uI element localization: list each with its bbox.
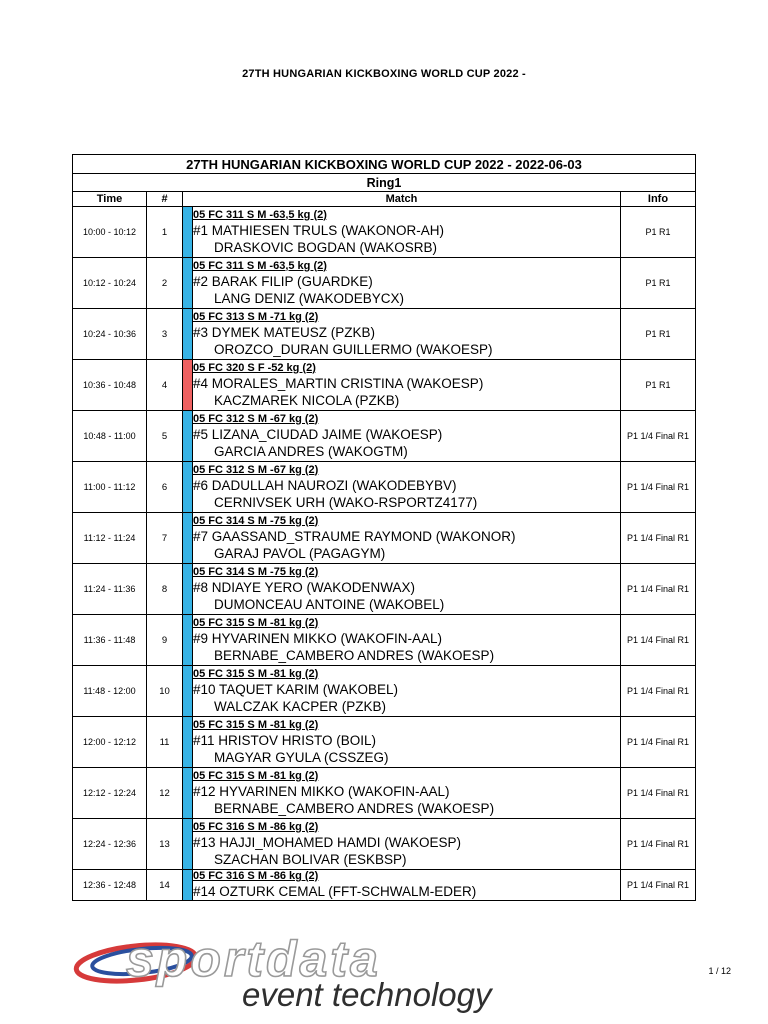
blue-corner-fighter: BERNABE_CAMBERO ANDRES (WAKOESP) [214,647,495,663]
corner-color-bar [183,411,193,462]
match-cell [193,411,621,462]
corner-color-bar [183,258,193,309]
red-corner-fighter: #11 HRISTOV HRISTO (BOIL) [193,732,377,748]
blue-corner-fighter: CERNIVSEK URH (WAKO-RSPORTZ4177) [214,494,478,510]
table-row [73,819,696,870]
match-info: P1 R1 [621,207,696,258]
match-time: 11:36 - 11:48 [73,615,147,666]
match-category: 05 FC 316 S M -86 kg (2) [193,820,319,833]
red-corner-fighter: #7 GAASSAND_STRAUME RAYMOND (WAKONOR) [193,528,516,544]
match-cell [193,462,621,513]
table-row [73,309,696,360]
match-number: 12 [147,768,183,819]
match-number: 2 [147,258,183,309]
match-cell [193,768,621,819]
red-corner-fighter: #1 MATHIESEN TRULS (WAKONOR-AH) [193,222,445,238]
table-row [73,870,696,901]
match-category: 05 FC 313 S M -71 kg (2) [193,310,319,323]
match-info: P1 1/4 Final R1 [621,615,696,666]
red-corner-fighter: #4 MORALES_MARTIN CRISTINA (WAKOESP) [193,375,484,391]
match-category: 05 FC 320 S F -52 kg (2) [193,361,316,374]
match-number: 9 [147,615,183,666]
header-time: Time [73,192,147,207]
sportdata-logo [64,926,594,1014]
match-time: 12:12 - 12:24 [73,768,147,819]
red-corner-fighter: #2 BARAK FILIP (GUARDKE) [193,273,373,289]
page-number: 1 / 12 [708,966,731,976]
match-time: 10:48 - 11:00 [73,411,147,462]
corner-color-bar [183,309,193,360]
table-row [73,360,696,411]
table-row [73,666,696,717]
match-number: 5 [147,411,183,462]
match-info: P1 1/4 Final R1 [621,768,696,819]
match-category: 05 FC 316 S M -86 kg (2) [193,870,319,882]
table-row [73,411,696,462]
match-time: 11:00 - 11:12 [73,462,147,513]
blue-corner-fighter: OROZCO_DURAN GUILLERMO (WAKOESP) [214,341,493,357]
match-time: 11:48 - 12:00 [73,666,147,717]
table-row [73,513,696,564]
match-cell [193,870,621,901]
match-category: 05 FC 314 S M -75 kg (2) [193,565,319,578]
table-row [73,564,696,615]
match-info: P1 R1 [621,360,696,411]
red-corner-fighter: #9 HYVARINEN MIKKO (WAKOFIN-AAL) [193,630,443,646]
match-info: P1 1/4 Final R1 [621,870,696,901]
red-corner-fighter: #6 DADULLAH NAUROZI (WAKODEBYBV) [193,477,457,493]
corner-color-bar [183,870,193,901]
corner-color-bar [183,615,193,666]
match-number: 11 [147,717,183,768]
red-corner-fighter: #3 DYMEK MATEUSZ (PZKB) [193,324,376,340]
blue-corner-fighter: KACZMAREK NICOLA (PZKB) [214,392,400,408]
blue-corner-fighter: WALCZAK KACPER (PZKB) [214,698,387,714]
red-corner-fighter: #8 NDIAYE YERO (WAKODENWAX) [193,579,416,595]
match-cell [193,258,621,309]
match-category: 05 FC 315 S M -81 kg (2) [193,616,319,629]
match-info: P1 R1 [621,258,696,309]
red-corner-fighter: #5 LIZANA_CIUDAD JAIME (WAKOESP) [193,426,443,442]
table-header-row [73,192,696,207]
match-cell [193,666,621,717]
match-time: 11:12 - 11:24 [73,513,147,564]
header-match: Match [183,192,621,207]
red-corner-fighter: #13 HAJJI_MOHAMED HAMDI (WAKOESP) [193,834,462,850]
corner-color-bar [183,462,193,513]
header-info: Info [621,192,696,207]
blue-corner-fighter: LANG DENIZ (WAKODEBYCX) [214,290,405,306]
match-category: 05 FC 315 S M -81 kg (2) [193,769,319,782]
match-number: 7 [147,513,183,564]
red-corner-fighter: #12 HYVARINEN MIKKO (WAKOFIN-AAL) [193,783,450,799]
blue-corner-fighter: DUMONCEAU ANTOINE (WAKOBEL) [214,596,445,612]
match-info: P1 1/4 Final R1 [621,717,696,768]
match-info: P1 1/4 Final R1 [621,564,696,615]
match-time: 10:00 - 10:12 [73,207,147,258]
match-info: P1 1/4 Final R1 [621,666,696,717]
match-number: 13 [147,819,183,870]
match-time: 10:36 - 10:48 [73,360,147,411]
match-cell [193,207,621,258]
corner-color-bar [183,717,193,768]
blue-corner-fighter: SZACHAN BOLIVAR (ESKBSP) [214,851,407,867]
match-info: P1 R1 [621,309,696,360]
match-number: 8 [147,564,183,615]
match-time: 11:24 - 11:36 [73,564,147,615]
match-time: 10:24 - 10:36 [73,309,147,360]
match-cell [193,564,621,615]
match-category: 05 FC 312 S M -67 kg (2) [193,412,319,425]
corner-color-bar [183,513,193,564]
match-category: 05 FC 315 S M -81 kg (2) [193,718,319,731]
match-info: P1 1/4 Final R1 [621,462,696,513]
blue-corner-fighter: MAGYAR GYULA (CSSZEG) [214,749,389,765]
blue-corner-fighter: GARAJ PAVOL (PAGAGYM) [214,545,386,561]
match-number: 3 [147,309,183,360]
corner-color-bar [183,564,193,615]
corner-color-bar [183,360,193,411]
match-category: 05 FC 315 S M -81 kg (2) [193,667,319,680]
ring-label: Ring1 [73,174,696,192]
corner-color-bar [183,666,193,717]
match-category: 05 FC 311 S M -63,5 kg (2) [193,259,327,272]
match-info: P1 1/4 Final R1 [621,513,696,564]
table-row [73,717,696,768]
header-num: # [147,192,183,207]
blue-corner-fighter: BERNABE_CAMBERO ANDRES (WAKOESP) [214,800,495,816]
match-time: 12:24 - 12:36 [73,819,147,870]
match-number: 1 [147,207,183,258]
logo-wordmark: sportdata [126,931,381,987]
table-row [73,768,696,819]
table-title: 27TH HUNGARIAN KICKBOXING WORLD CUP 2022 - 2022-06-03 [73,155,696,174]
blue-corner-fighter: DRASKOVIC BOGDAN (WAKOSRB) [214,239,438,255]
schedule-table [72,154,696,901]
red-corner-fighter: #10 TAQUET KARIM (WAKOBEL) [193,681,399,697]
match-time: 12:00 - 12:12 [73,717,147,768]
table-row [73,462,696,513]
match-time: 10:12 - 10:24 [73,258,147,309]
match-cell [193,309,621,360]
match-info: P1 1/4 Final R1 [621,411,696,462]
match-number: 14 [147,870,183,901]
match-number: 10 [147,666,183,717]
blue-corner-fighter: GARCIA ANDRES (WAKOGTM) [214,443,408,459]
red-corner-fighter: #14 OZTURK CEMAL (FFT-SCHWALM-EDER) [193,884,477,899]
match-category: 05 FC 311 S M -63,5 kg (2) [193,208,327,221]
match-number: 6 [147,462,183,513]
logo-tagline: event technology [242,976,492,1013]
match-cell [193,717,621,768]
table-row [73,615,696,666]
page-header: 27TH HUNGARIAN KICKBOXING WORLD CUP 2022 - [242,68,526,80]
match-cell [193,615,621,666]
table-row [73,258,696,309]
match-cell [193,513,621,564]
match-cell [193,819,621,870]
match-info: P1 1/4 Final R1 [621,819,696,870]
match-category: 05 FC 312 S M -67 kg (2) [193,463,319,476]
table-row [73,207,696,258]
corner-color-bar [183,768,193,819]
corner-color-bar [183,207,193,258]
match-cell [193,360,621,411]
match-category: 05 FC 314 S M -75 kg (2) [193,514,319,527]
match-number: 4 [147,360,183,411]
match-time: 12:36 - 12:48 [73,870,147,901]
corner-color-bar [183,819,193,870]
